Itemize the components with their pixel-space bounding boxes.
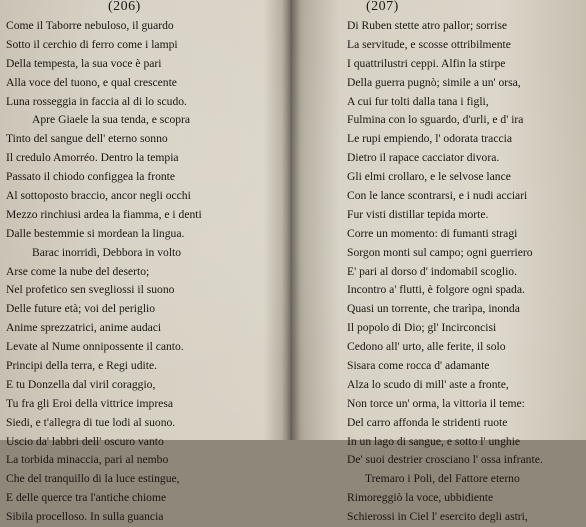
verse-line: Come il Taborre nebuloso, il guardo <box>6 19 174 32</box>
verse-line: Principi della terra, e Regi udite. <box>6 359 157 373</box>
verse-line: Sibila procelloso. In sulla guancia <box>6 510 164 524</box>
verse-line: E tu Donzella dal viril coraggio, <box>6 377 156 391</box>
verse-line: Di Ruben stette atro pallor; sorrise <box>347 19 508 32</box>
verse-line: Nel profetico sen svegliossi il suono <box>6 283 175 297</box>
verse-line: Gli elmi crollaro, e le selvose lance <box>347 170 511 184</box>
verse-line: Alza lo scudo di mill' aste a fronte, <box>347 377 509 391</box>
verse-line: Quasi un torrente, che trarìpa, inonda <box>347 302 520 316</box>
verse-line: Tu fra gli Eroi della vittrice impresa <box>6 396 173 410</box>
right-page-number: (207) <box>366 0 399 14</box>
left-page <box>0 0 282 524</box>
verse-line: Levate al Nume onnipossente il canto. <box>6 340 184 354</box>
left-page-text <box>6 17 278 527</box>
verse-line: Al sottoposto braccio, ancor negli occhi <box>6 189 191 203</box>
book-gutter <box>282 0 300 440</box>
verse-line: Uscio da' labbri dell' oscuro vanto <box>6 434 164 448</box>
verse-line: Il credulo Amorréo. Dentro la tempia <box>6 151 179 165</box>
verse-line: La servitude, e scosse ottribilmente <box>347 37 511 51</box>
verse-line: La torbida minaccia, pari al nembo <box>6 453 169 467</box>
verse-line: E delle querce tra l'antiche chiome <box>6 491 167 505</box>
verse-line: Con le lance scontrarsi, e i nudi acciari <box>347 189 528 203</box>
verse-line: Della tempesta, la sua voce è pari <box>6 56 162 70</box>
verse-line: Arse come la nube del deserto; <box>6 264 150 278</box>
verse-line: Rimoreggiò la voce, ubbidiente <box>347 491 494 505</box>
verse-line: A cui fur tolti dalla tana i figli, <box>347 94 489 108</box>
verse-line: Fur visti distillar tepida morte. <box>347 207 489 221</box>
verse-line: Apre Giaele la sua tenda, e scopra <box>32 113 191 127</box>
right-page-text <box>347 17 583 527</box>
verse-line: Sisara come rocca d' adamante <box>347 359 490 373</box>
verse-line: Tinto del sangue dell' eterno sonno <box>6 132 168 146</box>
verse-line: Fulmina con lo sguardo, d'urli, e d' ira <box>347 113 524 127</box>
verse-line: Non torce un' orma, la vittoria il teme: <box>347 396 525 410</box>
right-page <box>300 0 586 524</box>
verse-line: Dietro il rapace cacciator divora. <box>347 151 500 165</box>
verse-line: Sotto il cerchio di ferro come i lampi <box>6 37 178 51</box>
verse-line: Mezzo rinchiusi ardea la fiamma, e i denti <box>6 207 202 221</box>
verse-line: Tremaro i Poli, del Fattore eterno <box>365 472 520 486</box>
verse-line: Le rupi empiendo, l' odorata traccia <box>347 132 512 146</box>
verse-line: Il popolo di Dio; gl' Incirconcisi <box>347 321 497 335</box>
verse-line: Incontro a' flutti, è folgore ogni spada. <box>347 283 525 297</box>
verse-line: Del carro affonda le stridenti ruote <box>347 415 508 429</box>
verse-line: Luna rosseggia in faccia al di lo scudo. <box>6 94 187 108</box>
verse-line: In un lago di sangue, e sotto l' unghie <box>347 434 521 448</box>
verse-line: Sorgon monti sul campo; ogni guerriero <box>347 245 533 259</box>
verse-line: Schierossi in Ciel l' esercito degli astri, <box>347 510 528 524</box>
verse-line: De' suoi destrier crosciano l' ossa infrante. <box>347 453 543 467</box>
verse-line: Delle future età; voi del periglio <box>6 302 156 316</box>
verse-line: Passato il chiodo configgea la fronte <box>6 170 176 184</box>
left-page-number: (206) <box>108 0 141 14</box>
verse-line: Barac inorridì, Debbora in volto <box>32 245 182 259</box>
verse-line: Siedi, e t'allegra di tue lodi al suono. <box>6 415 176 429</box>
verse-line: Alla voce del tuono, e qual crescente <box>6 75 177 89</box>
verse-line: Corre un momento: di fumanti stragi <box>347 226 518 240</box>
verse-line: Della guerra pugnò; simile a un' orsa, <box>347 75 521 89</box>
verse-line: Che del tranquillo di la luce estingue, <box>6 472 180 486</box>
verse-line: E' pari al dorso d' indomabil scoglio. <box>347 264 518 278</box>
verse-line: Anime sprezzatrici, anime audaci <box>6 321 162 335</box>
verse-line: I quattrilustri ceppi. Alfin la stirpe <box>347 56 506 70</box>
verse-line: Cedono all' urto, alle ferite, il solo <box>347 340 506 354</box>
verse-line: Dalle bestemmie si mordean la lingua. <box>6 226 185 240</box>
